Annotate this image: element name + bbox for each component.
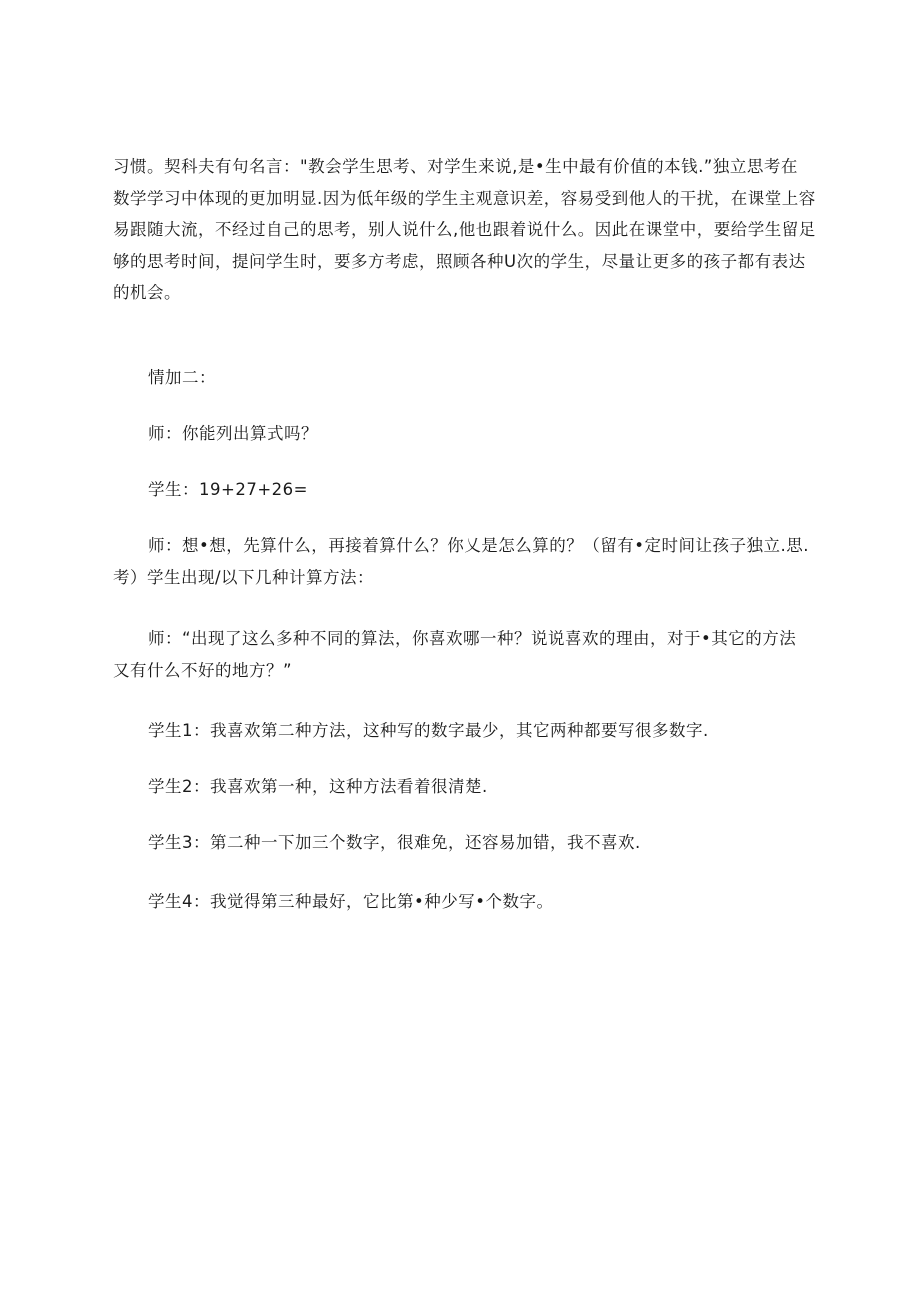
student-response-2: 学生2：我喜欢第一种，这种方法看着很清楚. bbox=[148, 777, 488, 796]
scenario-heading: 情加二： bbox=[148, 368, 216, 387]
intro-paragraph bbox=[113, 151, 816, 309]
intro-line-5: 的机会。 bbox=[113, 283, 181, 302]
student-response-3: 学生3：第二种一下加三个数字，很难免，还容易加错，我不喜欢. bbox=[148, 833, 641, 852]
teacher-prompt-line-1: 师：想•想，先算什么，再接着算什么？你乂是怎么算的？（留有•定时间让孩子独立.思. bbox=[148, 536, 809, 555]
intro-line-2: 数学学习中体现的更加明显.因为低年级的学生主观意识差，容易受到他人的干扰，在课堂上容 bbox=[113, 188, 816, 208]
intro-line-1: 习惯。契科夫有句名言："教会学生思考、对学生来说,是•生中最有价值的本钱.”独立思考在 bbox=[113, 157, 798, 176]
student-answer: 学生：19+27+26= bbox=[148, 480, 308, 499]
student-response-1: 学生1：我喜欢第二种方法，这种写的数字最少，其它两种都要写很多数字. bbox=[148, 721, 709, 740]
teacher-prompt bbox=[113, 530, 813, 593]
teacher-question: 师：你能列出算式吗？ bbox=[148, 424, 318, 443]
student-response-4: 学生4：我觉得第三种最好，它比第•种少写•个数字。 bbox=[148, 892, 554, 911]
intro-line-4: 够的思考时间，提问学生时，要多方考虑，照顾各种U次的学生，尽量让更多的孩子都有表达 bbox=[113, 251, 806, 271]
teacher-followup bbox=[113, 623, 813, 686]
teacher-prompt-line-2: 考）学生出现/以下几种计算方法： bbox=[113, 567, 375, 587]
teacher-followup-line-1: 师：“出现了这么多种不同的算法，你喜欢哪一种？说说喜欢的理由，对于•其它的方法 bbox=[148, 629, 797, 648]
intro-line-3: 易跟随大流，不经过自己的思考，别人说什么,他也跟着说什么。因此在课堂中，要给学生留足 bbox=[113, 220, 816, 239]
teacher-followup-line-2: 又有什么不好的地方？” bbox=[113, 660, 293, 680]
